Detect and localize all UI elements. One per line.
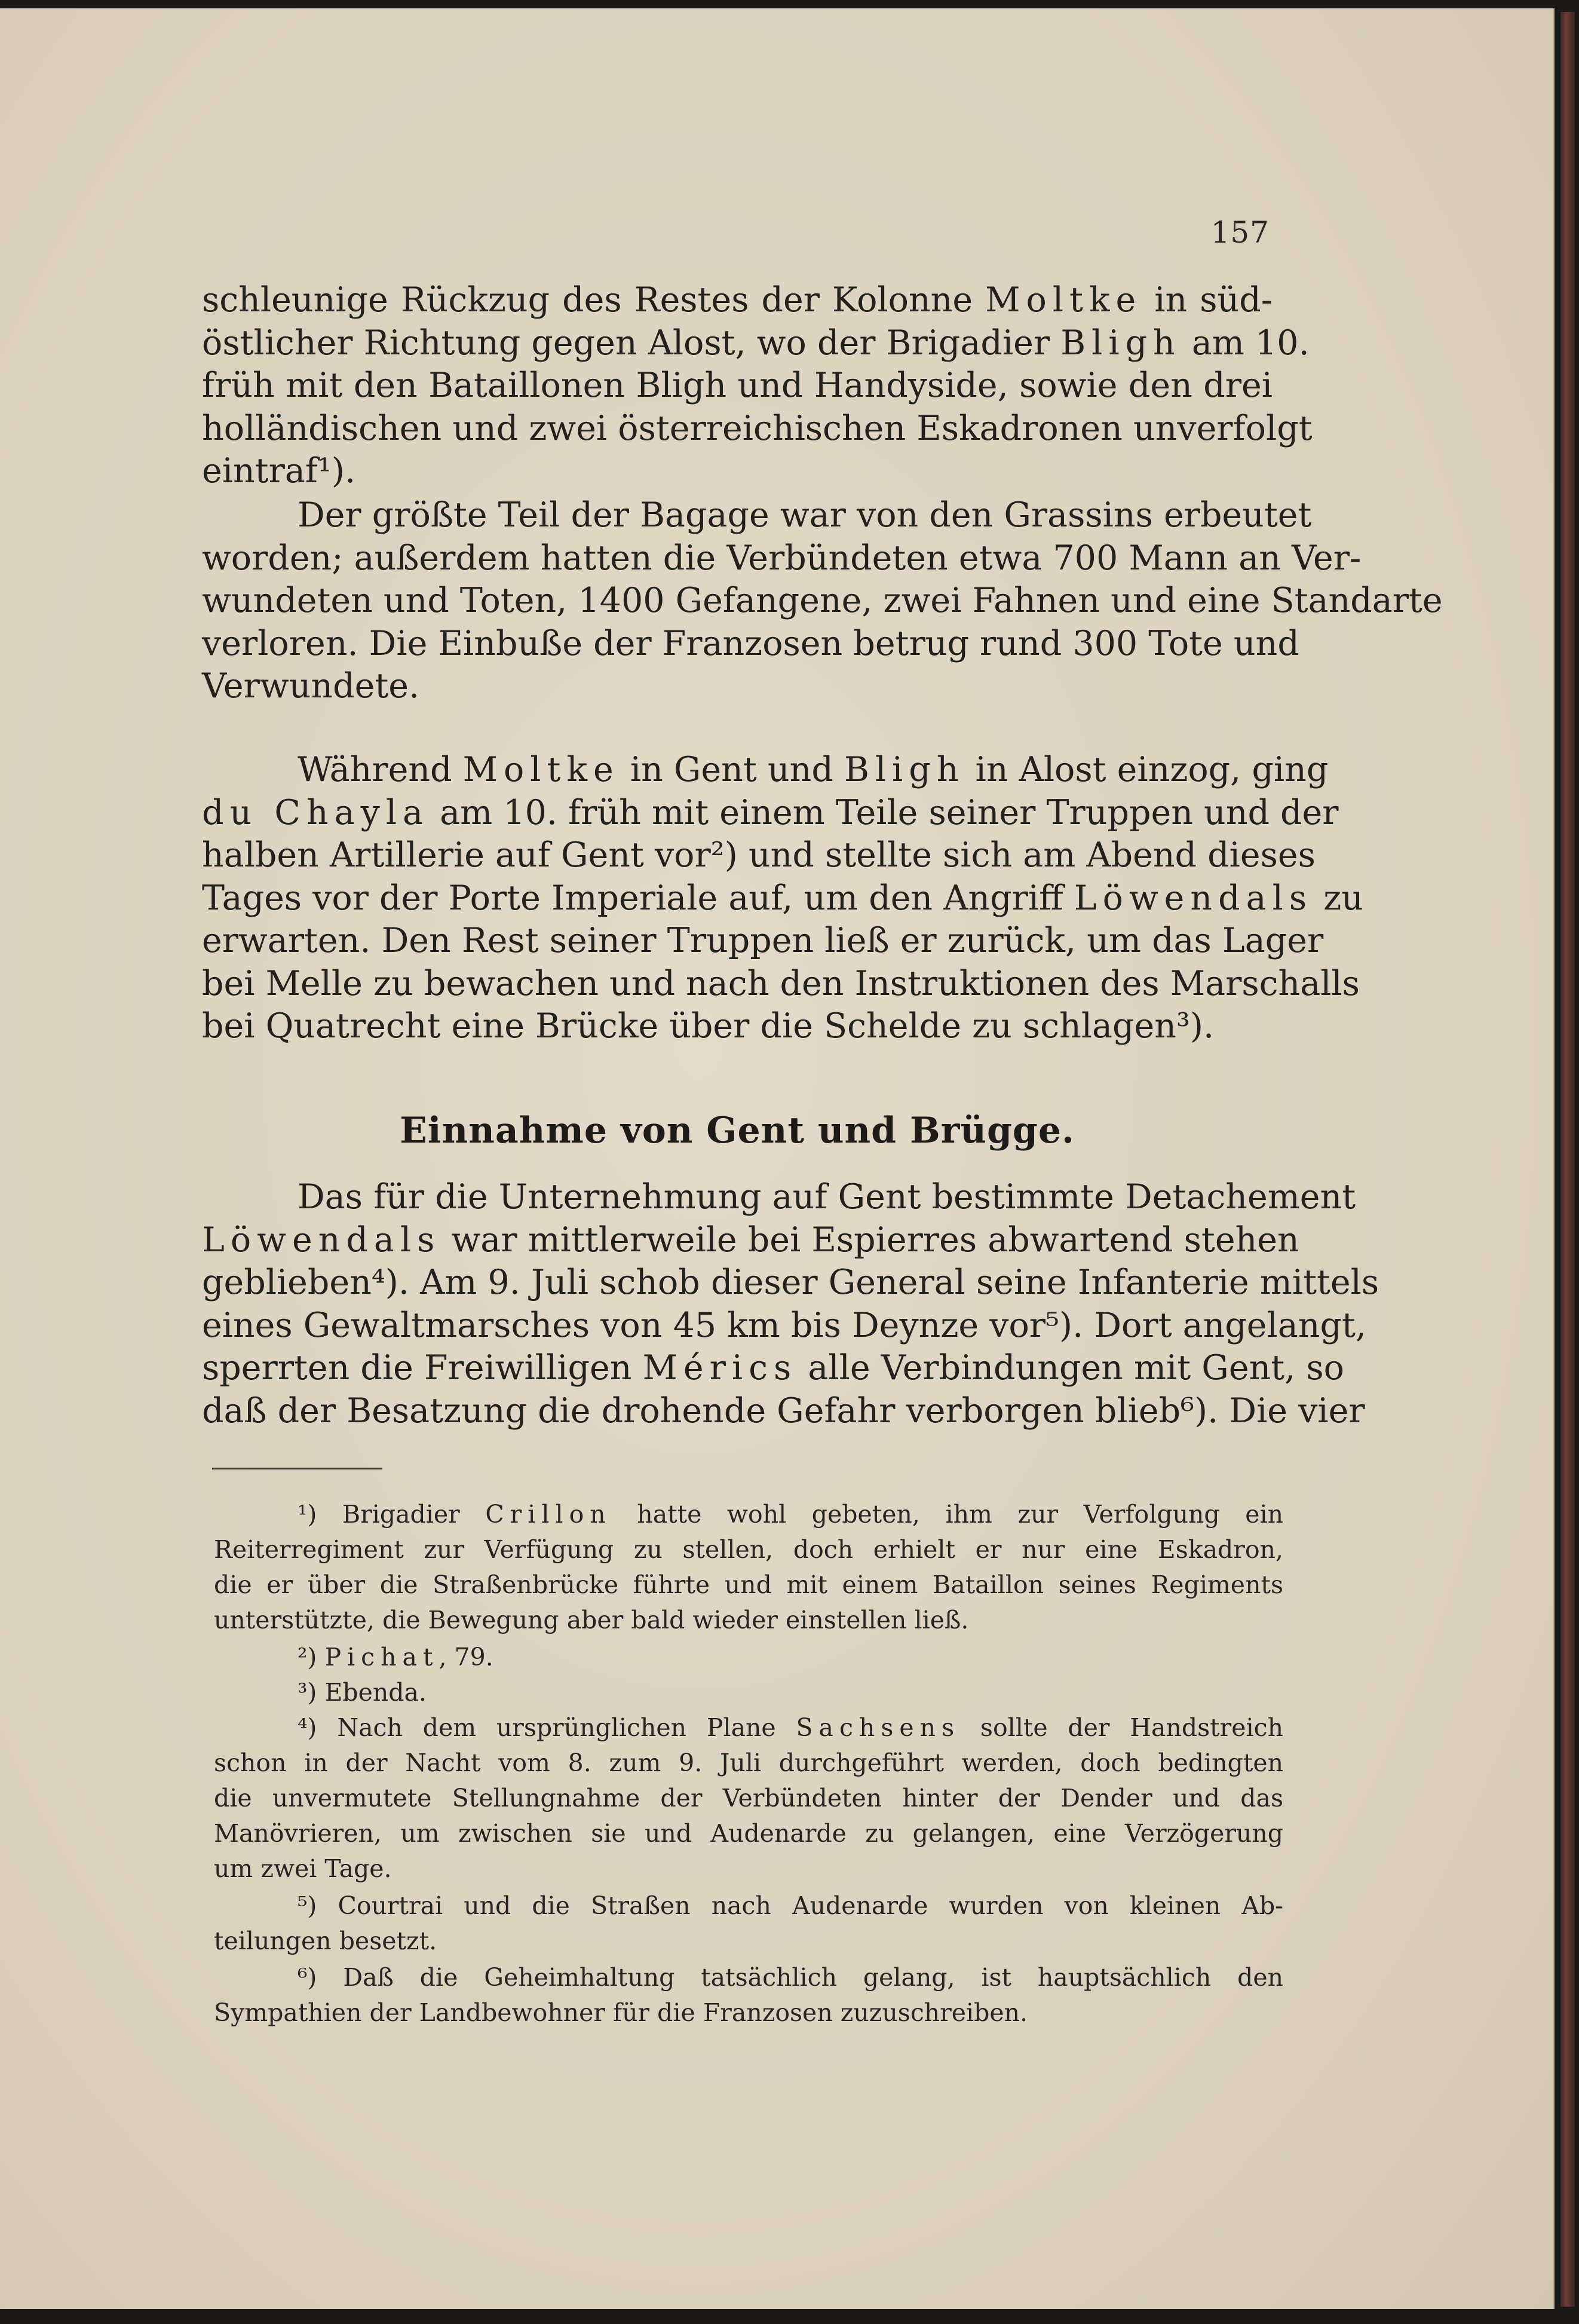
text-line: teilungen besetzt. <box>214 1927 437 1955</box>
page-number: 157 <box>1210 215 1270 250</box>
spaced-name: Moltke <box>985 280 1142 320</box>
text-line: eines Gewaltmarsches von 45 km bis Deynze vor⁵). Dort angelangt, <box>202 1305 1366 1345</box>
text-line: eintraf¹). <box>202 451 356 491</box>
footnote-separator <box>212 1468 382 1469</box>
text-line: die er über die Straßenbrücke führte und mit einem Bataillon seines Regiments <box>214 1570 1283 1599</box>
text-line: ⁶) Daß die Geheimhaltung tatsächlich gelang, ist hauptsächlich den <box>298 1963 1283 1992</box>
spaced-name: Löwendals <box>202 1220 441 1260</box>
text-line: östlicher Richtung gegen Alost, wo der Brigadier Bligh am 10. <box>202 323 1310 363</box>
spaced-name: Bligh <box>1060 323 1181 363</box>
footnote-4 <box>214 1710 1283 1887</box>
text-line: ¹) Brigadier Crillon hatte wohl gebeten, ihm zur Verfolgung ein <box>298 1500 1283 1529</box>
text-line: erwarten. Den Rest seiner Truppen ließ er zurück, um das Lager <box>202 921 1324 960</box>
text-line: Tages vor der Porte Imperiale auf, um den Angriff Löwendals <box>202 878 1313 918</box>
spaced-name: Moltke <box>462 750 620 789</box>
spaced-name: du Chayla <box>202 792 430 832</box>
text-line: Verwundete. <box>202 666 420 706</box>
footnote-2 <box>214 1640 1283 1675</box>
paragraph-1 <box>202 279 1313 493</box>
spaced-name: Löwendals <box>1074 878 1313 918</box>
text-line: schleunige Rückzug des Restes der Kolonne Moltke in süd- <box>202 280 1273 320</box>
section-heading: Einnahme von Gent und Brügge. <box>400 1110 1075 1152</box>
text-line: schon in der Nacht vom 8. zum 9. Juli durchgeführt werden, doch bedingten <box>214 1749 1283 1777</box>
text-line: unterstützte, die Bewegung aber bald wieder einstellen ließ. <box>214 1606 969 1634</box>
paragraph-4 <box>202 1176 1379 1432</box>
text-line: ⁵) Courtrai und die Straßen nach Audenarde wurden von kleinen Ab- <box>298 1891 1283 1920</box>
text-line: Manövrieren, um zwischen sie und Audenarde zu gelangen, eine Verzögerung <box>214 1819 1283 1848</box>
text-line: Das für die Unternehmung auf Gent bestimmte Detachement <box>298 1177 1356 1217</box>
text-line: bei Quatrecht eine Brücke über die Schelde zu schlagen³). <box>202 1006 1215 1046</box>
footnote-5 <box>214 1888 1283 1959</box>
footnote-6 <box>214 1960 1283 2031</box>
text-line: worden; außerdem hatten die Verbündeten etwa 700 Mann an Ver- <box>202 538 1362 578</box>
text-line: Während Moltke in Gent und Bligh in Alost einzog, ging <box>298 750 1329 789</box>
text-line: sperrten die Freiwilligen Mérics alle Verbindungen mit Gent, so <box>202 1348 1344 1388</box>
text-line: wundeten und Toten, 1400 Gefangene, zwei Fahnen und eine Standarte <box>202 581 1443 620</box>
text-line: daß der Besatzung die drohende Gefahr verborgen blieb⁶). Die vier <box>202 1391 1365 1431</box>
text-line: verloren. Die Einbuße der Franzosen betrug rund 300 Tote und <box>202 623 1299 663</box>
text-line: bei Melle zu bewachen und nach den Instruktionen des Marschalls <box>202 963 1360 1003</box>
text-line: Der größte Teil der Bagage war von den Grassins erbeutet <box>298 495 1312 535</box>
spaced-name: Mérics <box>642 1348 798 1388</box>
text-line: die unvermutete Stellungnahme der Verbündeten hinter der Dender und das <box>214 1784 1283 1812</box>
spaced-name: Crillon <box>485 1500 612 1529</box>
spaced-name: Sachsens <box>796 1713 961 1742</box>
paragraph-2 <box>202 494 1443 708</box>
text-line: ⁴) Nach dem ursprünglichen Plane Sachsens sollte der Handstreich <box>298 1713 1283 1742</box>
text-line: Reiterregiment zur Verfügung zu stellen, doch erhielt er nur eine Eskadron, <box>214 1535 1283 1564</box>
spaced-name: Pichat <box>324 1643 439 1671</box>
book-edge <box>1560 12 1575 2307</box>
text-line: halben Artillerie auf Gent vor²) und stellte sich am Abend dieses <box>202 835 1316 875</box>
text-line: geblieben⁴). Am 9. Juli schob dieser General seine Infanterie mittels <box>202 1263 1379 1302</box>
text-line: ²) Pichat, 79. <box>298 1643 493 1671</box>
text-line: du Chayla am 10. früh mit einem Teile seiner Truppen und der <box>202 792 1339 832</box>
text-line: Löwendals war mittlerweile bei Espierres abwartend stehen <box>202 1220 1299 1260</box>
footnote-1 <box>214 1497 1283 1638</box>
text-line: holländischen und zwei österreichischen Eskadronen unverfolgt <box>202 408 1313 448</box>
spaced-name: Bligh <box>844 750 965 789</box>
text-line: früh mit den Bataillonen Bligh und Handyside, sowie den drei <box>202 366 1273 405</box>
paragraph-3 <box>202 749 1360 1048</box>
text-line: um zwei Tage. <box>214 1854 392 1883</box>
footnote-3 <box>214 1675 1283 1710</box>
text-line: ³) Ebenda. <box>298 1678 427 1707</box>
text-line: Sympathien der Landbewohner für die Franzosen zuzuschreiben. <box>214 1998 1028 2027</box>
